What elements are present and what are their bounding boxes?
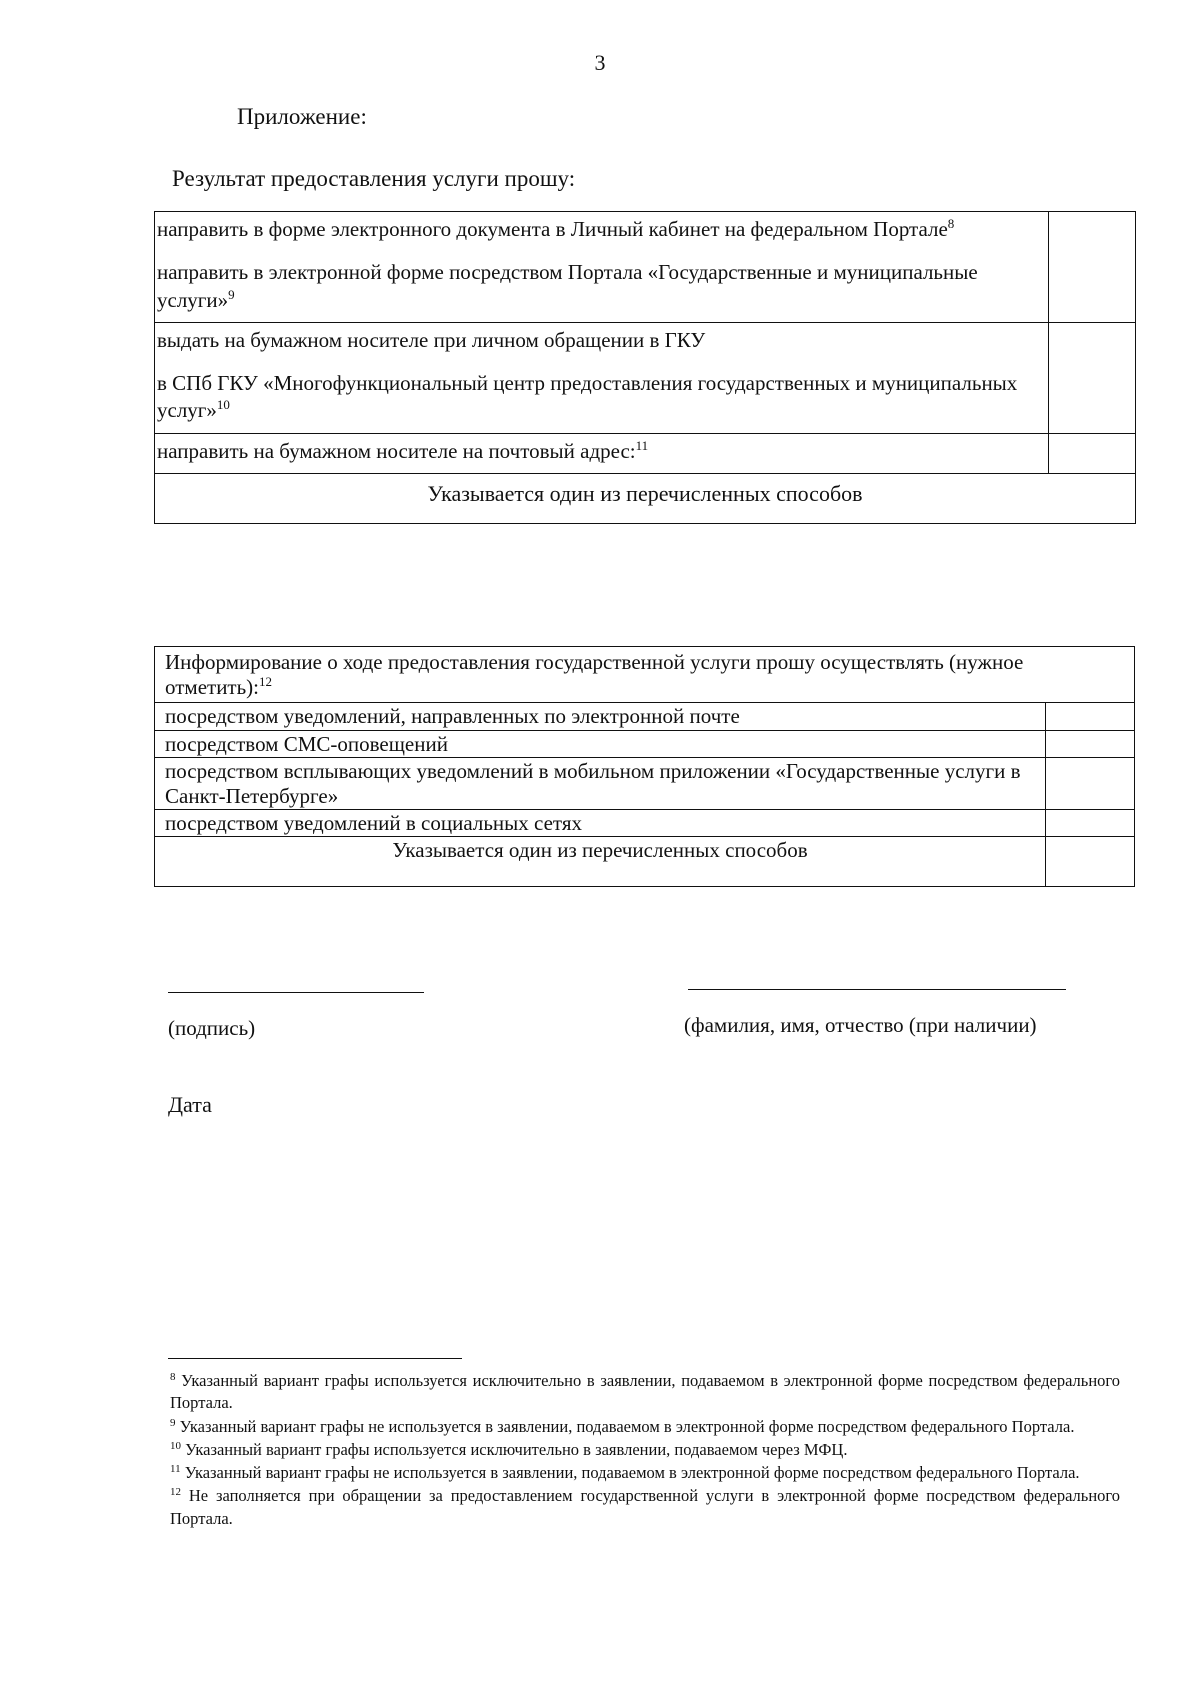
table-row xyxy=(155,757,1135,809)
delivery-table-footer: Указывается один из перечисленных способов xyxy=(155,474,1136,524)
table-row xyxy=(155,647,1135,703)
page-number: 3 xyxy=(594,50,606,75)
signature-line[interactable] xyxy=(168,992,424,993)
footnotes xyxy=(170,1370,1120,1531)
table-row xyxy=(155,703,1135,730)
table-row xyxy=(155,212,1136,323)
table-row xyxy=(155,322,1136,433)
delivery-checkbox-cell-postal[interactable] xyxy=(1049,433,1136,473)
notification-checkbox-mobile-app[interactable] xyxy=(1046,757,1135,809)
footnote-11: $^{11}$ Указанный вариант графы не используется в заявлении, подаваемом в электронной форме посредством федерального Портала. xyxy=(170,1463,1080,1483)
table-row xyxy=(155,810,1135,837)
delivery-checkbox-cell-electronic[interactable] xyxy=(1049,212,1136,323)
footnote-8: $^8$ Указанный вариант графы используется исключительно в заявлении, подаваемом в электронной форме посредством федерального Портала. xyxy=(170,1371,1121,1413)
notification-checkbox-footer[interactable] xyxy=(1046,837,1135,886)
date-label: Дата xyxy=(168,1092,212,1117)
notification-option-mobile-app: посредством всплывающих уведомлений в мобильном приложении «Государственные услуги в Санкт-Петербурге» xyxy=(155,757,1046,809)
delivery-option-state-portal: направить в электронной форме посредством Портала «Государственные и муниципальные услуги»$^9$ xyxy=(157,260,978,312)
table-row xyxy=(155,474,1136,524)
appendix-label: Приложение: xyxy=(237,104,367,129)
notification-checkbox-sms[interactable] xyxy=(1046,730,1135,757)
notification-method-table xyxy=(154,646,1135,887)
notification-table-footer: Указывается один из перечисленных способов xyxy=(155,837,1046,886)
footnote-divider xyxy=(168,1358,462,1359)
delivery-options-electronic xyxy=(155,212,1049,323)
full-name-label: (фамилия, имя, отчество (при наличии) xyxy=(684,1013,1037,1037)
signature-label: (подпись) xyxy=(168,1016,256,1040)
notification-checkbox-social[interactable] xyxy=(1046,810,1135,837)
table-row xyxy=(155,837,1135,886)
notification-option-social: посредством уведомлений в социальных сетях xyxy=(155,810,1046,837)
delivery-options-paper-inperson xyxy=(155,322,1049,433)
footnote-9: $^9$ Указанный вариант графы не используется в заявлении, подаваемом в электронной форме посредством федерального Портала. xyxy=(170,1416,1075,1436)
notification-option-sms: посредством СМС-оповещений xyxy=(155,730,1046,757)
delivery-option-gku: выдать на бумажном носителе при личном обращении в ГКУ xyxy=(157,327,706,352)
delivery-option-postal: направить на бумажном носителе на почтовый адрес:$^{11}$ xyxy=(155,433,1049,473)
notification-option-email: посредством уведомлений, направленных по электронной почте xyxy=(155,703,1046,730)
table-row xyxy=(155,730,1135,757)
delivery-option-federal-portal: направить в форме электронного документа в Личный кабинет на федеральном Портале$^8$ xyxy=(157,216,955,241)
full-name-line[interactable] xyxy=(688,989,1066,990)
delivery-option-mfc: в СПб ГКУ «Многофункциональный центр предоставления государственных и муниципальных услуг»$^{10}$ xyxy=(157,371,1018,423)
notification-table-header: Информирование о ходе предоставления государственной услуги прошу осуществлять (нужное отметить):$^{12}$ xyxy=(155,647,1135,703)
table-row xyxy=(155,433,1136,473)
notification-checkbox-email[interactable] xyxy=(1046,703,1135,730)
footnote-10: $^{10}$ Указанный вариант графы используется исключительно в заявлении, подаваемом через МФЦ. xyxy=(170,1439,848,1459)
delivery-checkbox-cell-paper-inperson[interactable] xyxy=(1049,322,1136,433)
footnote-12: $^{12}$ Не заполняется при обращении за предоставлением государственной услуги в электронной форме посредством федерального Портала. xyxy=(170,1486,1121,1528)
delivery-method-table xyxy=(154,211,1136,524)
result-delivery-intro: Результат предоставления услуги прошу: xyxy=(172,166,576,191)
